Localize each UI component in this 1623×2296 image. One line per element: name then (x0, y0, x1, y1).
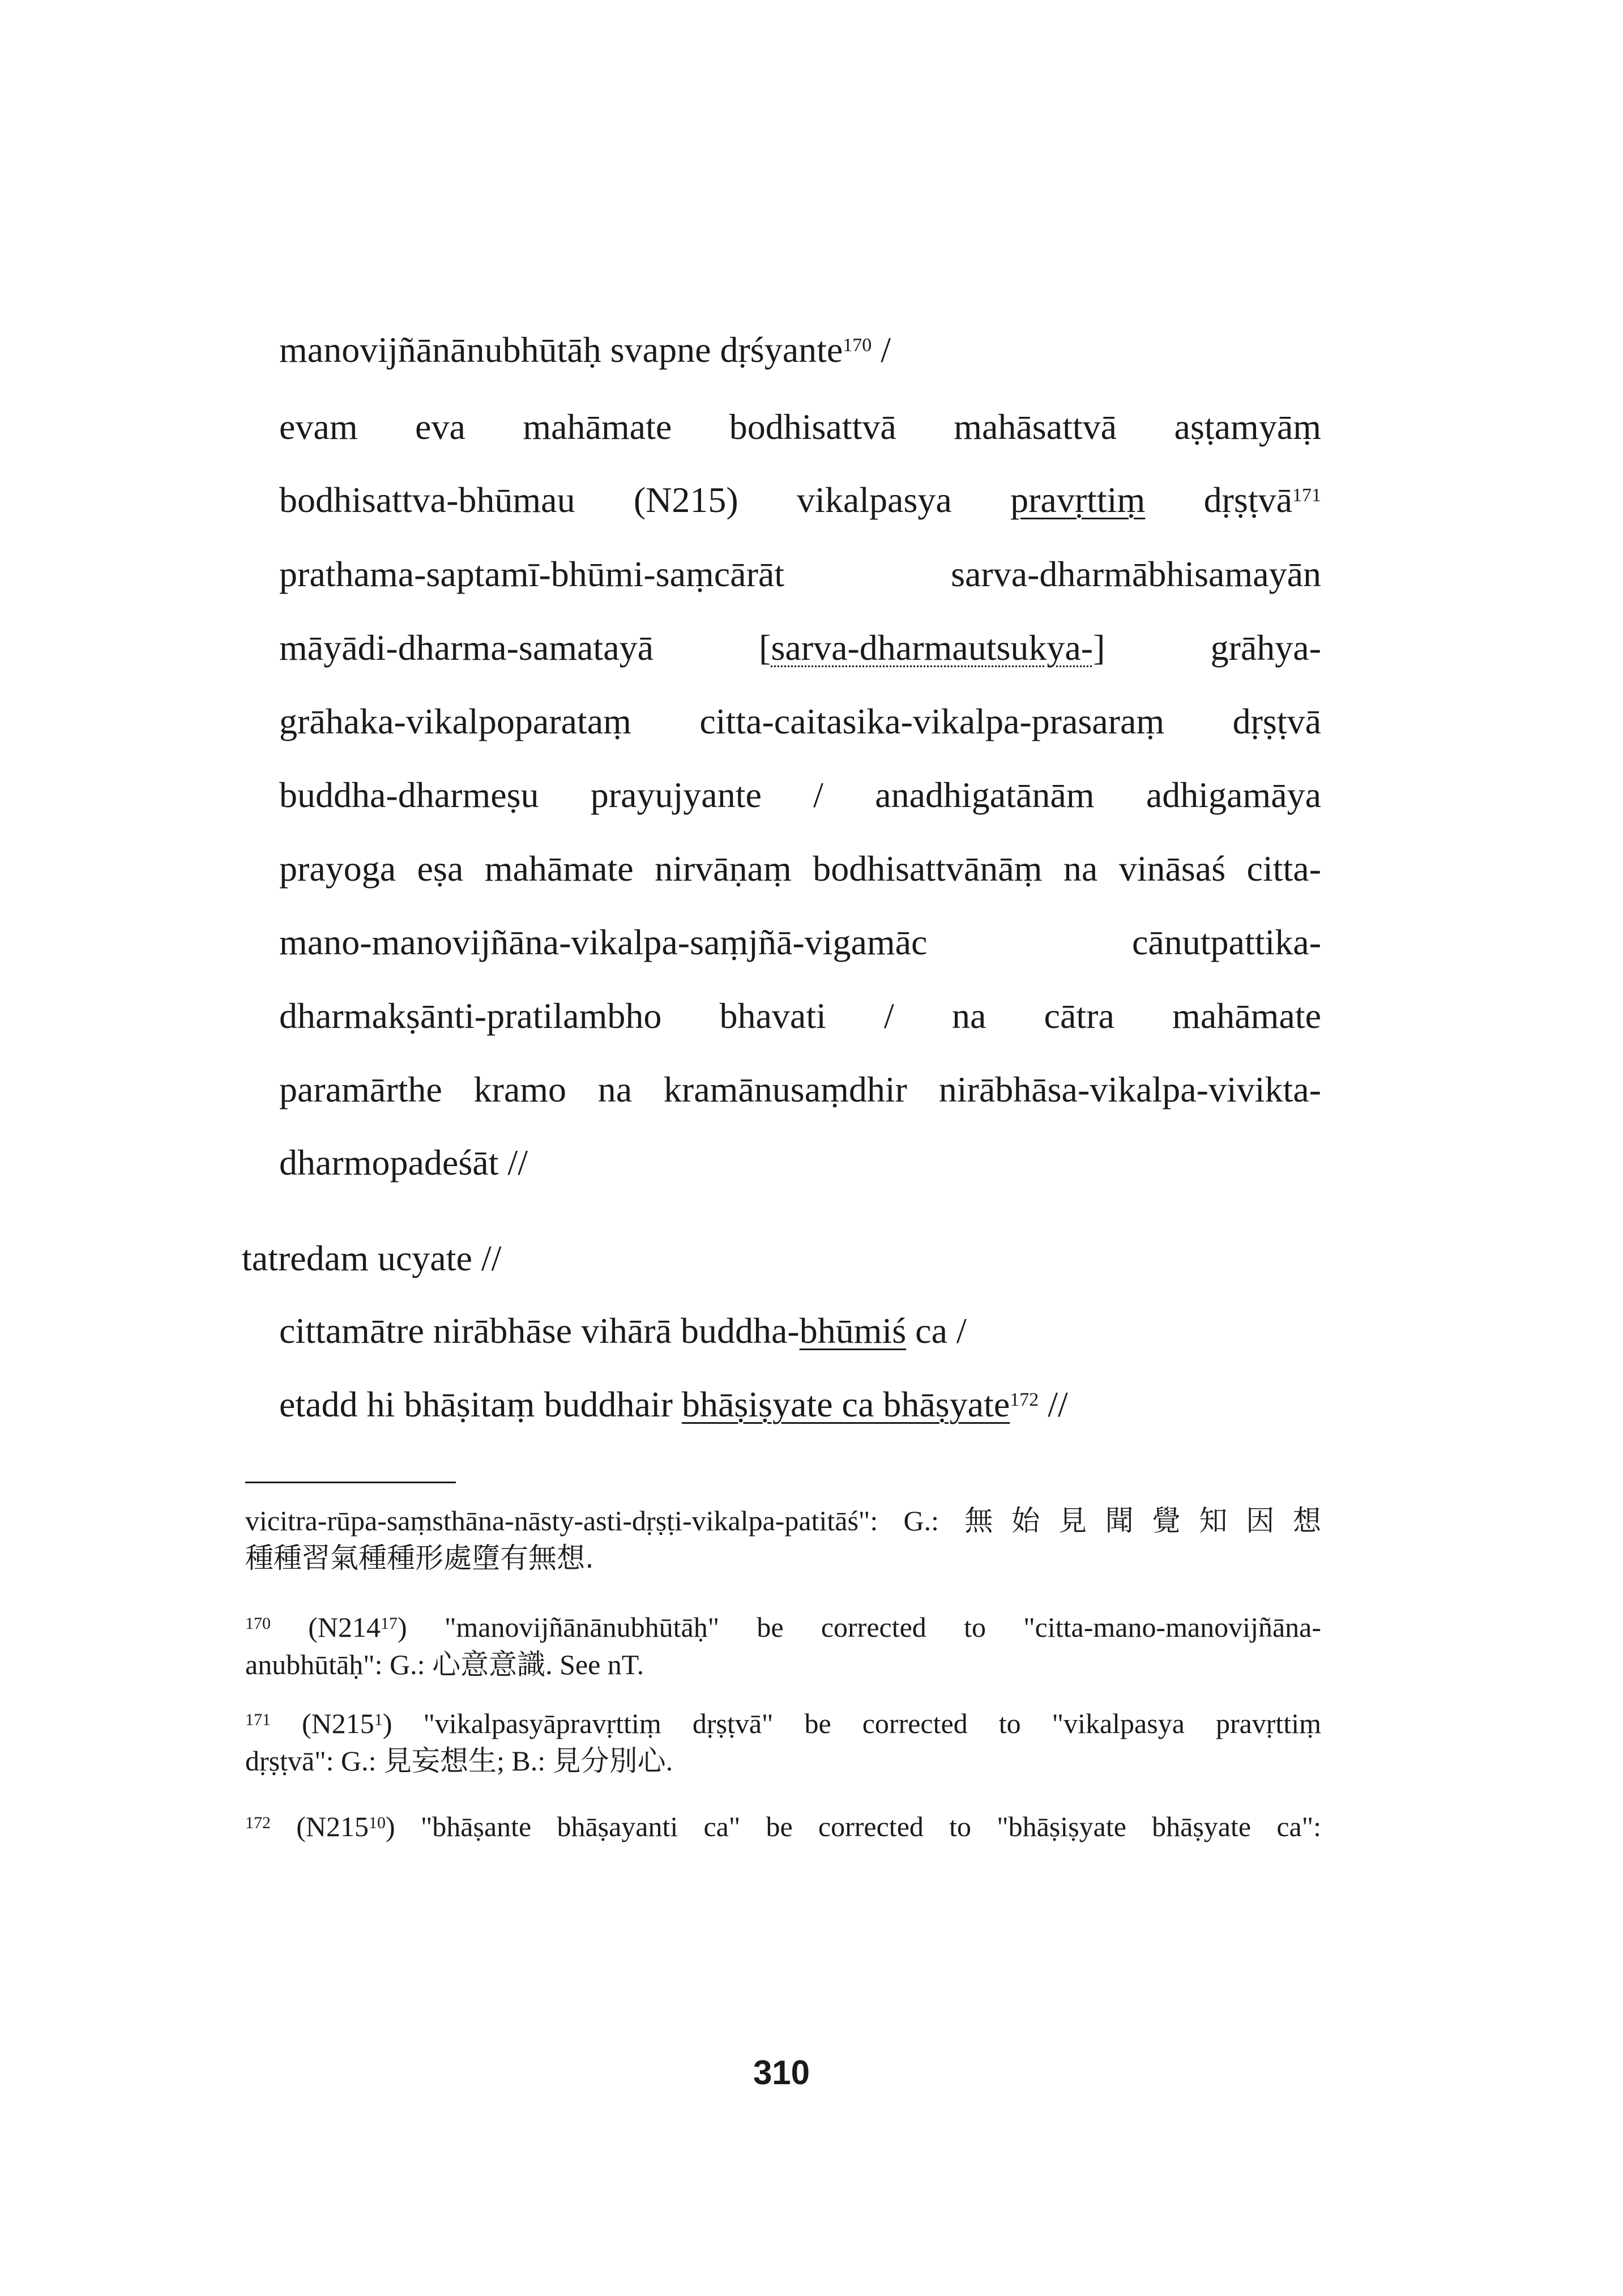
footnote-text: (N214 (271, 1611, 381, 1643)
main-line-5 (279, 625, 1321, 671)
footnote-ref-superscript: 1 (374, 1710, 383, 1729)
main-line-10: dharmakṣānti-pratilambho bhavati / na cātra mahāmate (279, 996, 1321, 1036)
footnote-text: ) "vikalpasyāpravṛttiṃ dṛṣṭvā" be corrected to "vikalpasya pravṛttiṃ (382, 1708, 1322, 1739)
footnote-ref-superscript: 17 (381, 1614, 398, 1633)
footnote-number-172: 172 (245, 1813, 271, 1832)
footnote-text: ) "bhāṣante bhāṣayanti ca" be corrected to "bhāṣiṣyate bhāṣyate ca": (386, 1811, 1321, 1842)
verse-line-2-tail: // (1039, 1384, 1068, 1424)
verse-line-1-text: cittamātre nirābhāse vihārā buddha- (279, 1311, 800, 1351)
main-line-7: buddha-dharmeṣu prayujyante / anadhigatānām adhigamāya (279, 775, 1321, 815)
page-number: 310 (753, 2054, 810, 2092)
main-line-1-punct: / (872, 330, 891, 370)
footnote-ref-superscript: 10 (369, 1813, 386, 1832)
footnote-continuation-line-2 (245, 1539, 1321, 1577)
footnote-cjk-text: 見妄想生 (383, 1744, 497, 1777)
underlined-term: bhūmiś (799, 1311, 907, 1351)
footnote-text: anubhūtāḥ": G.: (245, 1649, 433, 1680)
main-line-3-text: bodhisattva-bhūmau (N215) vikalpasya (279, 480, 1011, 520)
footnote-ref-170: 170 (843, 335, 872, 356)
footnote-text: vicitra-rūpa-saṃsthāna-nāsty-asti-dṛṣṭi-vikalpa-patitāś": G.: (245, 1505, 965, 1537)
footnote-171-line-1 (245, 1705, 1321, 1742)
footnote-text: . (665, 1745, 673, 1777)
main-line-3-tail: dṛṣṭvā (1145, 480, 1293, 520)
footnote-cjk-text: 無始見聞覺知因想 (964, 1504, 1321, 1537)
footnote-cjk-text: 心意意識 (432, 1648, 546, 1681)
footnote-170-line-1 (245, 1608, 1321, 1646)
footnote-text: (N215 (271, 1708, 374, 1739)
main-line-1-text: manovijñānānubhūtāḥ svapne dṛśyante (279, 330, 843, 370)
footnote-171-line-2 (245, 1742, 1321, 1779)
main-line-2: evam eva mahāmate bodhisattvā mahāsattvā aṣṭamyāṃ (279, 407, 1321, 447)
footnote-cjk-text: 見分別心 (552, 1744, 666, 1777)
footnote-text: (N215 (271, 1811, 369, 1842)
footnote-ref-171: 171 (1292, 485, 1322, 506)
main-line-6: grāhaka-vikalpoparataṃ citta-caitasika-vikalpa-prasaraṃ dṛṣṭvā (279, 701, 1321, 741)
footnote-separator (245, 1482, 456, 1483)
underlined-term: bhāṣiṣyate ca bhāṣyate (681, 1384, 1010, 1424)
verse-line-2 (279, 1382, 1068, 1427)
main-line-9: mano-manovijñāna-vikalpa-saṃjñā-vigamāc cānutpattika- (279, 922, 1321, 962)
footnote-text: dṛṣṭvā": G.: (245, 1745, 383, 1777)
main-line-1 (279, 327, 891, 373)
main-line-13: tatredam ucyate // (242, 1238, 502, 1278)
main-line-11: paramārthe kramo na kramānusaṃdhir nirābhāsa-vikalpa-vivikta- (279, 1069, 1321, 1109)
footnote-170-line-2 (245, 1646, 1321, 1683)
main-line-5-tail: ] grāhya- (1093, 628, 1321, 668)
main-line-3 (279, 477, 1321, 523)
footnote-text: ) "manovijñānānubhūtāḥ" be corrected to "citta-mano-manovijñāna- (398, 1611, 1321, 1643)
footnote-text: . See nT. (545, 1649, 644, 1680)
underlined-term: pravṛttiṃ (1010, 480, 1146, 520)
footnote-number-170: 170 (245, 1614, 271, 1633)
footnote-ref-172: 172 (1010, 1389, 1039, 1410)
footnote-number-171: 171 (245, 1710, 271, 1729)
verse-line-2-text: etadd hi bhāṣitaṃ buddhair (279, 1384, 682, 1424)
verse-line-1 (279, 1308, 967, 1354)
main-line-5-text: māyādi-dharma-samatayā [ (279, 628, 771, 668)
footnote-continuation-line-1 (245, 1502, 1321, 1539)
verse-line-1-tail: ca / (906, 1311, 967, 1351)
main-line-4: prathama-saptamī-bhūmi-saṃcārāt sarva-dharmābhisamayān (279, 554, 1321, 594)
footnote-cjk-text: 種種習氣種種形處墮有無想. (245, 1542, 594, 1574)
dotted-underlined-term: sarva-dharmautsukya- (771, 628, 1094, 668)
footnote-172-line-1 (245, 1808, 1321, 1845)
main-line-8: prayoga eṣa mahāmate nirvāṇaṃ bodhisattvānāṃ na vināsaś citta- (279, 848, 1321, 889)
main-line-12: dharmopadeśāt // (279, 1142, 528, 1183)
footnote-text: ; B.: (497, 1745, 553, 1777)
